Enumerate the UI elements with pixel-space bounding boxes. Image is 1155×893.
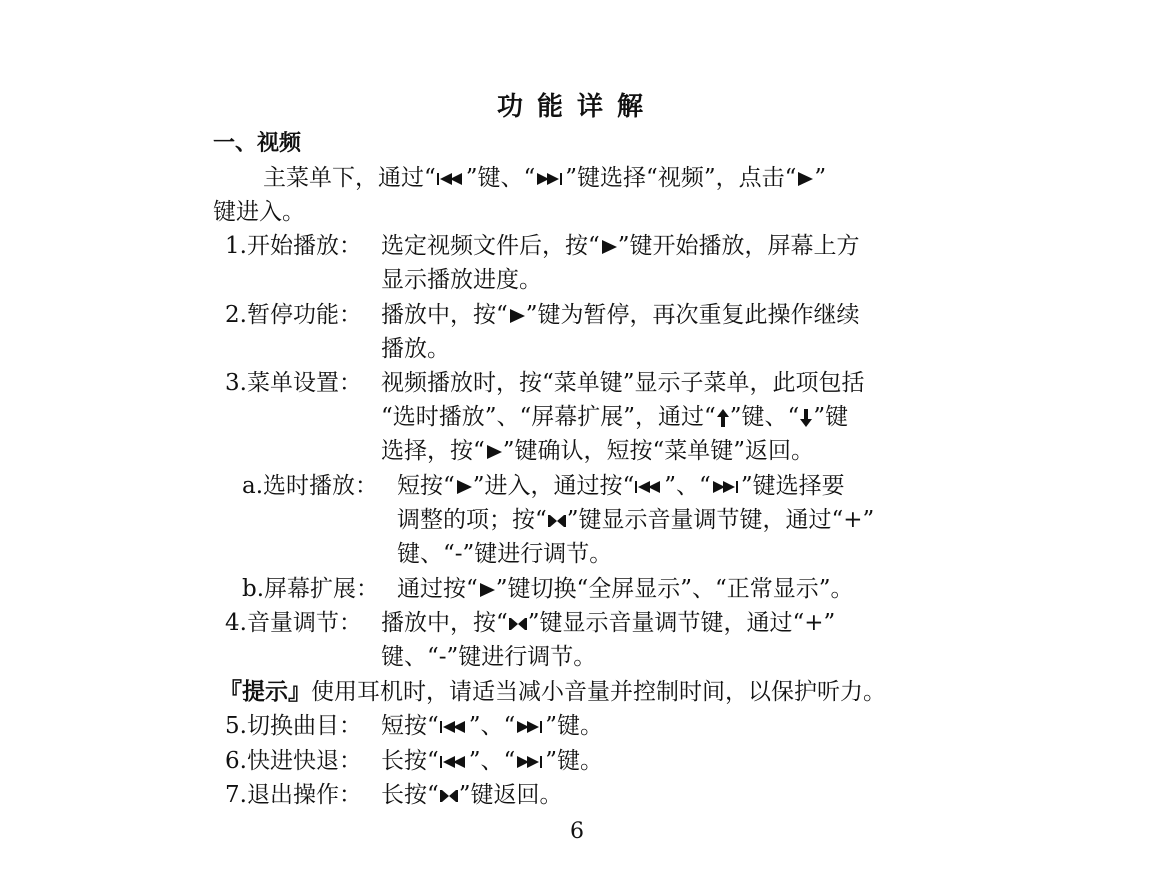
previous-icon (634, 480, 664, 494)
item-3-line-2 (381, 400, 848, 434)
item-text: 长按“ (381, 782, 439, 808)
item-text: ”键切换“全屏显示”、“正常显示”。 (495, 576, 854, 602)
item-text: ”键 (813, 404, 849, 430)
item-text: ”键为暂停，再次重复此操作继续 (525, 302, 860, 328)
item-text: 短按“ (397, 473, 455, 499)
previous-icon (439, 720, 469, 734)
item-3-label: 3.菜单设置： (225, 370, 362, 396)
volume-mode-icon (547, 514, 567, 528)
item-2-line-1 (381, 298, 860, 332)
item-text: ”、“ (468, 748, 516, 774)
down-arrow-icon (799, 408, 813, 428)
item-text: ”进入，通过按“ (472, 473, 635, 499)
previous-icon (436, 172, 466, 186)
play-icon (478, 582, 496, 598)
item-b-label: b.屏幕扩展： (242, 576, 380, 602)
volume-mode-icon (439, 789, 459, 803)
play-icon (485, 444, 503, 460)
item-1-label: 1.开始播放： (225, 233, 362, 259)
item-text: ”键选择要 (740, 473, 845, 499)
page-number: 6 (570, 819, 584, 844)
item-text: 短按“ (381, 713, 439, 739)
tip-text: 使用耳机时，请适当减小音量并控制时间，以保护听力。 (311, 679, 886, 705)
item-text: ”键确认，短按“菜单键”返回。 (502, 438, 815, 464)
item-text: 调整的项；按“ (397, 507, 547, 533)
intro-text: 主菜单下，通过“ (263, 165, 436, 191)
section-heading: 一、视频 (213, 131, 302, 156)
item-6-line (381, 744, 603, 778)
item-text: ”键显示音量调节键，通过“+” (527, 610, 836, 636)
intro-text: ”键选择“视频”，点击“ (565, 165, 797, 191)
item-1-line-2: 显示播放进度。 (381, 267, 542, 293)
item-2-label: 2.暂停功能： (225, 302, 362, 328)
item-text: 播放中，按“ (381, 610, 508, 636)
item-text: 选择，按“ (381, 438, 485, 464)
previous-icon (439, 755, 469, 769)
item-text: ”键返回。 (458, 782, 563, 808)
item-1-line-1 (381, 229, 860, 263)
item-text: ”键、“ (729, 404, 800, 430)
item-7-label: 7.退出操作： (225, 782, 362, 808)
next-icon (515, 720, 545, 734)
item-3-line-1: 视频播放时，按“菜单键”显示子菜单，此项包括 (381, 370, 865, 396)
item-2-line-2: 播放。 (381, 336, 450, 362)
item-text: ”、“ (468, 713, 516, 739)
item-a-label: a.选时播放： (242, 473, 379, 499)
next-icon (515, 755, 545, 769)
tip-line (219, 675, 886, 709)
item-text: ”键。 (545, 713, 604, 739)
item-4-line-1 (381, 606, 835, 640)
intro-line-2: 键进入。 (213, 199, 305, 225)
item-a-line-3: 键、“-”键进行调节。 (397, 541, 613, 567)
up-arrow-icon (716, 408, 730, 428)
volume-mode-icon (508, 617, 528, 631)
play-icon (600, 239, 618, 255)
item-3-line-3 (381, 434, 814, 468)
item-text: ”键开始播放，屏幕上方 (617, 233, 860, 259)
item-text: ”键。 (545, 748, 604, 774)
item-7-line (381, 778, 563, 812)
item-b-line-1 (397, 572, 854, 606)
item-a-line-1 (397, 469, 845, 503)
intro-text: ” (814, 165, 827, 191)
item-text: 长按“ (381, 748, 439, 774)
item-text: “选时播放”、“屏幕扩展”，通过“ (381, 404, 716, 430)
item-4-line-2: 键、“-”键进行调节。 (381, 644, 597, 670)
item-text: 选定视频文件后，按“ (381, 233, 600, 259)
item-text: 播放中，按“ (381, 302, 508, 328)
intro-line-1 (263, 161, 826, 195)
item-text: ”键显示音量调节键，通过“+” (566, 507, 875, 533)
item-text: ”、“ (664, 473, 711, 499)
tip-label: 『提示』 (219, 679, 311, 705)
item-4-label: 4.音量调节： (225, 610, 362, 636)
item-6-label: 6.快进快退： (225, 748, 362, 774)
play-icon (508, 308, 526, 324)
item-5-label: 5.切换曲目： (225, 713, 362, 739)
item-a-line-2 (397, 503, 874, 537)
item-text: 通过按“ (397, 576, 478, 602)
intro-text: ”键、“ (465, 165, 536, 191)
next-icon (535, 172, 565, 186)
page-title: 功能详解 (497, 92, 658, 122)
item-5-line (381, 709, 603, 743)
play-icon (796, 171, 814, 187)
next-icon (711, 480, 741, 494)
play-icon (455, 479, 473, 495)
